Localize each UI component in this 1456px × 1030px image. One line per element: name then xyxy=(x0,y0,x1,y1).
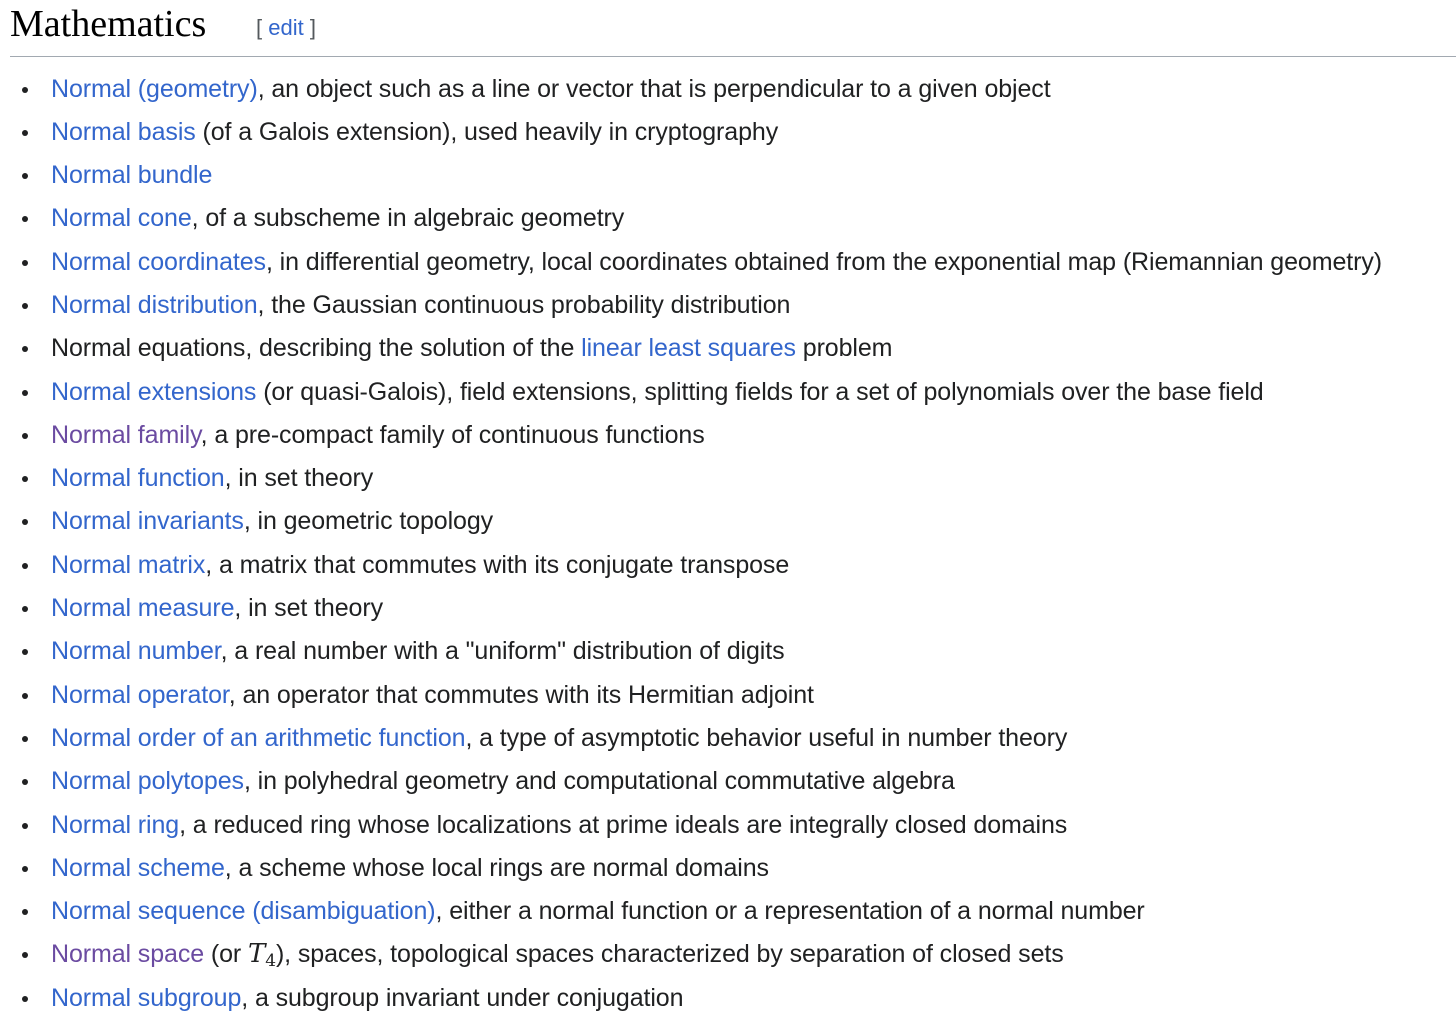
list-item xyxy=(0,587,1456,630)
item-description: , a scheme whose local rings are normal domains xyxy=(224,853,769,882)
list-item xyxy=(0,241,1456,284)
list-item xyxy=(0,284,1456,327)
list-item xyxy=(0,674,1456,717)
list-item xyxy=(0,327,1456,370)
bullet-icon xyxy=(22,303,28,309)
item-link[interactable]: Normal scheme xyxy=(51,853,225,882)
list-item xyxy=(0,717,1456,760)
item-description: , in set theory xyxy=(224,464,374,493)
bullet-icon xyxy=(22,563,28,569)
bullet-icon xyxy=(22,996,28,1002)
bullet-icon xyxy=(22,130,28,136)
bullet-icon xyxy=(22,649,28,655)
math-subscript: 4 xyxy=(265,951,276,972)
list-item xyxy=(0,500,1456,543)
item-link[interactable]: Normal bundle xyxy=(51,161,213,190)
normal-mathematics-list xyxy=(0,68,1456,1021)
item-link[interactable]: Normal invariants xyxy=(51,507,244,536)
item-description: , either a normal function or a representation of a normal number xyxy=(435,897,1145,926)
item-link[interactable]: linear least squares xyxy=(581,334,796,363)
item-description: , in geometric topology xyxy=(243,507,494,536)
item-link[interactable]: Normal operator xyxy=(51,680,229,709)
item-link[interactable]: Normal subgroup xyxy=(51,983,242,1012)
bullet-icon xyxy=(22,173,28,179)
item-description: , an object such as a line or vector that is perpendicular to a given object xyxy=(257,74,1051,103)
item-description: , in polyhedral geometry and computational commutative algebra xyxy=(243,767,955,796)
item-link[interactable]: Normal measure xyxy=(51,594,235,623)
list-item xyxy=(0,154,1456,197)
list-item xyxy=(0,197,1456,240)
bullet-icon xyxy=(22,779,28,785)
item-description: , the Gaussian continuous probability distribution xyxy=(257,290,791,319)
list-item xyxy=(0,847,1456,890)
item-description: , in differential geometry, local coordinates obtained from the exponential map (Riemannian geometry) xyxy=(265,247,1382,276)
item-description: , a type of asymptotic behavior useful in number theory xyxy=(465,723,1068,752)
item-link[interactable]: Normal coordinates xyxy=(51,247,266,276)
item-description: , a reduced ring whose localizations at prime ideals are integrally closed domains xyxy=(179,810,1068,839)
math-base: T xyxy=(247,939,266,970)
list-item xyxy=(0,804,1456,847)
bullet-icon xyxy=(22,823,28,829)
bullet-icon xyxy=(22,216,28,222)
item-description: , a matrix that commutes with its conjugate transpose xyxy=(205,550,790,579)
item-description: (or quasi-Galois), field extensions, splitting fields for a set of polynomials over the base field xyxy=(256,377,1264,406)
edit-bracket-close: ] xyxy=(303,15,316,40)
item-link[interactable]: Normal (geometry) xyxy=(51,74,258,103)
edit-link[interactable]: edit xyxy=(268,15,304,40)
item-description: problem xyxy=(795,334,893,363)
bullet-icon xyxy=(22,866,28,872)
item-link[interactable]: Normal number xyxy=(51,637,221,666)
edit-section xyxy=(256,14,316,42)
list-item xyxy=(0,933,1456,976)
bullet-icon xyxy=(22,260,28,266)
item-link[interactable]: Normal ring xyxy=(51,810,180,839)
list-item xyxy=(0,414,1456,457)
item-description: , an operator that commutes with its Hermitian adjoint xyxy=(228,680,814,709)
bullet-icon xyxy=(22,476,28,482)
section-heading-row xyxy=(10,0,1456,57)
list-item xyxy=(0,760,1456,803)
item-description: , a real number with a "uniform" distribution of digits xyxy=(220,637,785,666)
edit-bracket-open: [ xyxy=(256,15,269,40)
item-description-after: ), spaces, topological spaces characterized by separation of closed sets xyxy=(275,940,1064,969)
list-item xyxy=(0,371,1456,414)
item-description: , a pre-compact family of continuous functions xyxy=(200,420,705,449)
list-item xyxy=(0,544,1456,587)
item-link[interactable]: Normal matrix xyxy=(51,550,206,579)
item-link[interactable]: Normal sequence (disambiguation) xyxy=(51,897,436,926)
bullet-icon xyxy=(22,693,28,699)
bullet-icon xyxy=(22,952,28,958)
item-link[interactable]: Normal polytopes xyxy=(51,767,244,796)
item-link[interactable]: Normal cone xyxy=(51,204,192,233)
item-link[interactable]: Normal basis xyxy=(51,117,196,146)
item-link[interactable]: Normal extensions xyxy=(51,377,257,406)
item-link[interactable]: Normal order of an arithmetic function xyxy=(51,723,466,752)
item-description: (of a Galois extension), used heavily in cryptography xyxy=(195,117,779,146)
bullet-icon xyxy=(22,519,28,525)
item-link[interactable]: Normal distribution xyxy=(51,290,258,319)
bullet-icon xyxy=(22,606,28,612)
item-link[interactable]: Normal space xyxy=(51,940,205,969)
bullet-icon xyxy=(22,346,28,352)
section-title: Mathematics xyxy=(10,3,207,45)
list-item xyxy=(0,68,1456,111)
item-description: , a subgroup invariant under conjugation xyxy=(241,983,684,1012)
item-description: , of a subscheme in algebraic geometry xyxy=(191,204,625,233)
list-item xyxy=(0,111,1456,154)
bullet-icon xyxy=(22,87,28,93)
item-description: , in set theory xyxy=(234,594,383,623)
list-item xyxy=(0,977,1456,1020)
item-description: (or xyxy=(204,940,248,969)
bullet-icon xyxy=(22,909,28,915)
bullet-icon xyxy=(22,390,28,396)
item-link[interactable]: Normal function xyxy=(51,464,225,493)
bullet-icon xyxy=(22,736,28,742)
list-item xyxy=(0,630,1456,673)
list-item xyxy=(0,457,1456,500)
math-formula xyxy=(247,939,276,972)
bullet-icon xyxy=(22,433,28,439)
item-link[interactable]: Normal family xyxy=(51,420,201,449)
item-text-before: Normal equations, describing the solution of the xyxy=(51,334,582,363)
list-item xyxy=(0,890,1456,933)
